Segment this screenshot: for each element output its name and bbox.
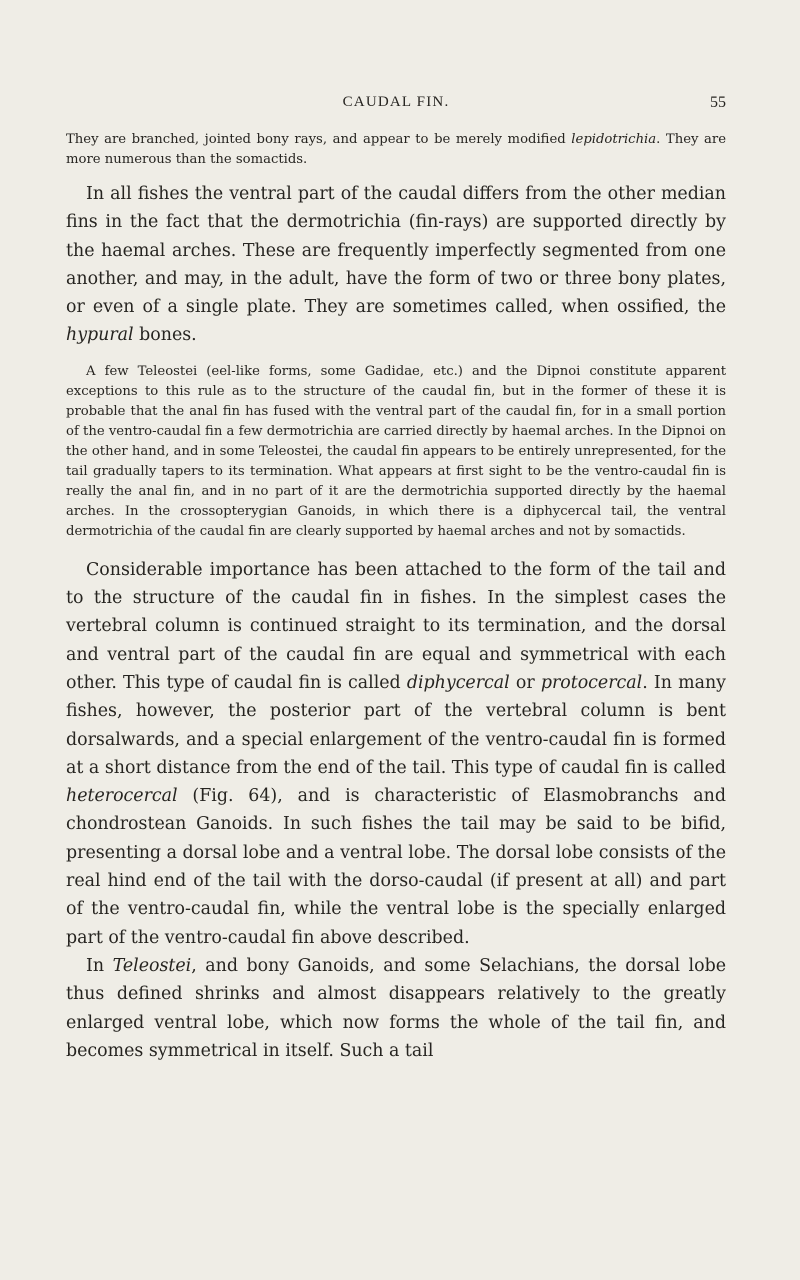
term-hypural: hypural xyxy=(66,325,134,346)
text-run: Considerable importance has been attached to the form of the tail and to the structure of the caudal fin in fishes. In the simplest cases the vertebral column is continued straight to its termination, and the dorsal and ventral part of the caudal fin are equal and symmetrical with each other. This type of caudal fin is called xyxy=(66,559,726,693)
term-heterocercal: heterocercal xyxy=(66,786,178,807)
paragraph-teleostei xyxy=(66,952,726,1065)
paragraph-tail-forms xyxy=(66,556,726,952)
text-run: . They are more numerous than the somactids. xyxy=(66,132,727,167)
body-text xyxy=(66,130,726,1065)
paragraph-ventral-caudal xyxy=(66,180,726,350)
text-run: or xyxy=(509,672,541,693)
text-run: In xyxy=(86,955,113,976)
text-run: bones. xyxy=(133,325,197,346)
page-number: 55 xyxy=(710,94,726,111)
paragraph-exceptions-note: A few Teleostei (eel-like forms, some Gadidae, etc.) and the Dipnoi constitute apparent exceptions to this rule as to the structure of the caudal fin, but in the former of these it is probable that the anal fin has fused with the ventral part of the caudal fin, for in a small portion of the ventro-caudal fin a few dermotrichia are carried directly by haemal arches. In the Dipnoi on the other hand, and in some Teleostei, the caudal fin appears to be entirely unrepresented, for the tail gradually tapers to its termination. What appears at first sight to be the ventro-caudal fin is really the anal fin, and in no part of it are the dermotrichia supported directly by the haemal arches. In the crossopterygian Ganoids, in which there is a diphycercal tail, the ventral dermotrichia of the caudal fin are clearly supported by haemal arches and not by somactids. xyxy=(66,363,726,539)
term-lepidotrichia: lepidotrichia xyxy=(571,132,657,147)
term-diphycercal: diphycercal xyxy=(406,672,510,693)
paragraph-fin-rays xyxy=(66,130,726,170)
text-run: In all fishes the ventral part of the caudal differs from the other median fins in the fact that the dermotrichia (fin-rays) are supported directly by the haemal arches. These are frequently imperfectly segmented from one another, and may, in the adult, have the form of two or three bony plates, or even of a single plate. They are sometimes called, when ossified, the xyxy=(66,184,726,318)
term-teleostei: Teleostei xyxy=(112,955,192,976)
text-run: They are branched, jointed bony rays, and appear to be merely modified xyxy=(66,132,572,147)
page-header xyxy=(66,94,726,116)
text-run: . In many fishes, however, the posterior part of the vertebral column is bent dorsalwards, and a special enlargement of the ventro-caudal fin is formed at a short distance from the end of the tail. This type of caudal fin is called xyxy=(66,672,726,778)
text-run: (Fig. 64), and is characteristic of Elasmobranchs and chondrostean Ganoids. In such fishes the tail may be said to be bifid, presenting a dorsal lobe and a ventral lobe. The dorsal lobe consists of the real hind end of the tail with the dorso-caudal (if present at all) and part of the ventro-caudal fin, while the ventral lobe is the specially enlarged part of the ventro-caudal fin above described. xyxy=(66,786,726,948)
term-protocercal: protocercal xyxy=(540,672,643,693)
running-head: CAUDAL FIN. xyxy=(342,94,450,110)
text-run: , and bony Ganoids, and some Selachians, the dorsal lobe thus defined shrinks and almost disappears relatively to the greatly enlarged ventral lobe, which now forms the whole of the tail fin, and becomes symmetrical in itself. Such a tail xyxy=(66,955,726,1061)
